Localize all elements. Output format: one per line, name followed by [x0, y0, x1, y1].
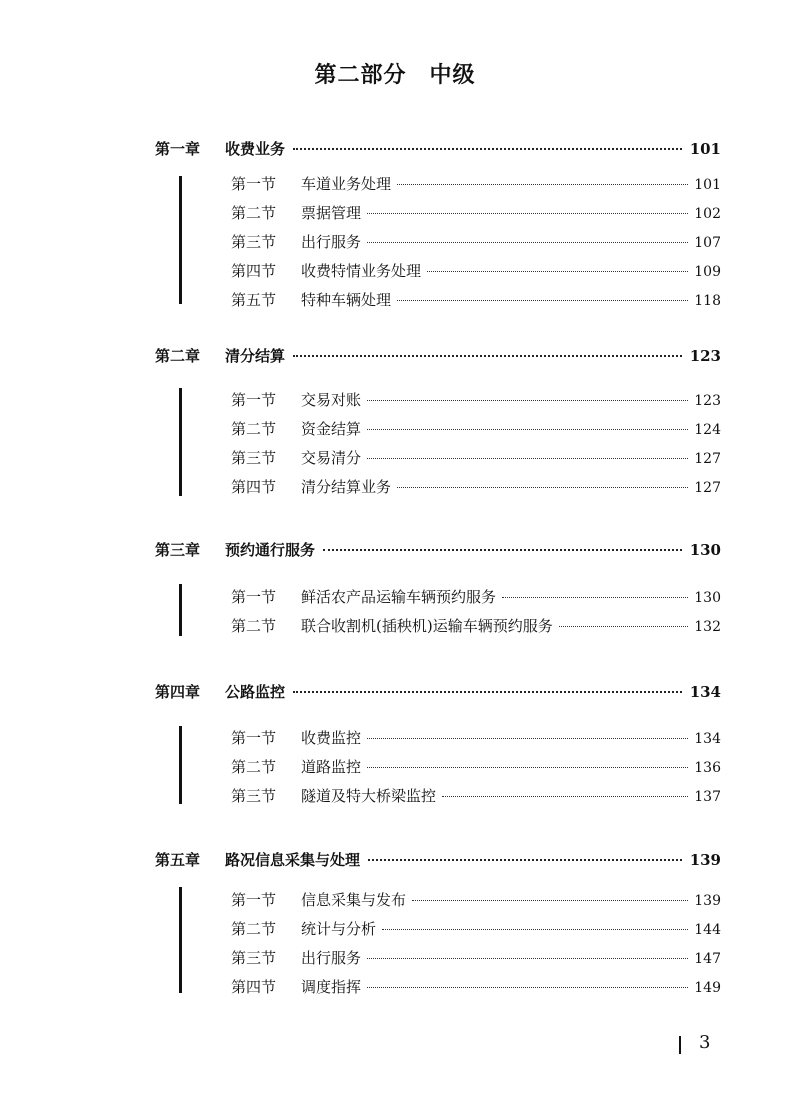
section-number: 第三节	[231, 949, 277, 967]
dot-leader	[397, 487, 688, 488]
toc-section[interactable]	[231, 260, 721, 282]
section-title: 出行服务	[301, 233, 362, 251]
dot-leader	[367, 400, 688, 401]
toc-section[interactable]	[231, 418, 721, 440]
toc-section[interactable]	[231, 756, 721, 778]
section-title: 票据管理	[301, 204, 362, 222]
section-title: 收费特情业务处理	[301, 262, 422, 280]
toc-chapter-4[interactable]	[155, 681, 721, 703]
toc-section[interactable]	[231, 289, 721, 311]
toc-section[interactable]	[231, 889, 721, 911]
section-number: 第五节	[231, 291, 277, 309]
chapter-page: 101	[689, 140, 721, 158]
toc-section[interactable]	[231, 615, 721, 637]
section-page: 144	[694, 922, 721, 938]
section-title: 信息采集与发布	[301, 891, 407, 909]
chapter-title: 清分结算	[225, 347, 286, 365]
toc-section[interactable]	[231, 785, 721, 807]
section-number: 第一节	[231, 729, 277, 747]
section-title: 清分结算业务	[301, 478, 392, 496]
section-number: 第二节	[231, 617, 277, 635]
toc-section[interactable]	[231, 947, 721, 969]
section-title: 收费监控	[301, 729, 362, 747]
folio-rule	[679, 1036, 681, 1054]
toc-section[interactable]	[231, 476, 721, 498]
dot-leader	[427, 271, 688, 272]
section-page: 123	[694, 393, 721, 409]
toc-section[interactable]	[231, 586, 721, 608]
chapter-number: 第三章	[155, 541, 201, 559]
section-page: 124	[694, 422, 721, 438]
section-title: 特种车辆处理	[301, 291, 392, 309]
section-page: 132	[694, 619, 721, 635]
toc-section[interactable]	[231, 727, 721, 749]
dot-leader	[397, 300, 688, 301]
dot-leader	[367, 242, 688, 243]
toc-section[interactable]	[231, 389, 721, 411]
section-page: 127	[694, 480, 721, 496]
section-page: 102	[694, 206, 721, 222]
toc-chapter-5[interactable]	[155, 849, 721, 871]
chapter-number: 第一章	[155, 140, 201, 158]
chapter-title: 预约通行服务	[225, 541, 316, 559]
section-title: 车道业务处理	[301, 175, 392, 193]
section-page: 107	[694, 235, 721, 251]
chapter-title: 收费业务	[225, 140, 286, 158]
dot-leader	[367, 738, 688, 739]
chapter-page: 123	[689, 347, 721, 365]
section-page: 137	[694, 789, 721, 805]
dot-leader	[293, 148, 682, 150]
section-page: 147	[694, 951, 721, 967]
section-bracket	[179, 726, 182, 804]
dot-leader	[397, 184, 688, 185]
section-number: 第二节	[231, 758, 277, 776]
dot-leader	[502, 597, 688, 598]
part-title: 第二部分 中级	[314, 63, 476, 88]
section-number: 第一节	[231, 175, 277, 193]
section-number: 第一节	[231, 588, 277, 606]
toc-chapter-2[interactable]	[155, 345, 721, 367]
dot-leader	[412, 900, 688, 901]
section-page: 149	[694, 980, 721, 996]
section-number: 第三节	[231, 787, 277, 805]
dot-leader	[367, 987, 688, 988]
section-title: 出行服务	[301, 949, 362, 967]
section-title: 交易清分	[301, 449, 362, 467]
section-bracket	[179, 887, 182, 993]
dot-leader	[368, 859, 682, 861]
section-bracket	[179, 388, 182, 496]
page-number: 3	[699, 1032, 711, 1053]
section-title: 统计与分析	[301, 920, 377, 938]
section-page: 118	[694, 293, 721, 309]
dot-leader	[367, 958, 688, 959]
section-number: 第一节	[231, 891, 277, 909]
section-title: 鲜活农产品运输车辆预约服务	[301, 588, 497, 606]
toc-section[interactable]	[231, 202, 721, 224]
chapter-number: 第四章	[155, 683, 201, 701]
section-number: 第二节	[231, 920, 277, 938]
toc-section[interactable]	[231, 447, 721, 469]
dot-leader	[293, 355, 682, 357]
section-page: 101	[694, 177, 721, 193]
toc-section[interactable]	[231, 173, 721, 195]
section-number: 第四节	[231, 478, 277, 496]
section-number: 第四节	[231, 262, 277, 280]
section-page: 109	[694, 264, 721, 280]
section-bracket	[179, 176, 182, 304]
chapter-page: 130	[689, 541, 721, 559]
section-number: 第三节	[231, 233, 277, 251]
toc-chapter-3[interactable]	[155, 539, 721, 561]
section-page: 134	[694, 731, 721, 747]
toc-chapter-1[interactable]	[155, 138, 721, 160]
toc-section[interactable]	[231, 918, 721, 940]
section-number: 第四节	[231, 978, 277, 996]
section-title: 资金结算	[301, 420, 362, 438]
section-bracket	[179, 584, 182, 636]
section-number: 第二节	[231, 420, 277, 438]
section-page: 139	[694, 893, 721, 909]
section-page: 136	[694, 760, 721, 776]
toc-section[interactable]	[231, 231, 721, 253]
chapter-number: 第二章	[155, 347, 201, 365]
dot-leader	[367, 429, 688, 430]
dot-leader	[293, 691, 682, 693]
dot-leader	[382, 929, 688, 930]
section-title: 交易对账	[301, 391, 362, 409]
chapter-page: 134	[689, 683, 721, 701]
chapter-title: 路况信息采集与处理	[225, 851, 361, 869]
section-number: 第一节	[231, 391, 277, 409]
chapter-title: 公路监控	[225, 683, 286, 701]
dot-leader	[442, 796, 688, 797]
section-title: 调度指挥	[301, 978, 362, 996]
chapter-page: 139	[689, 851, 721, 869]
section-page: 130	[694, 590, 721, 606]
dot-leader	[323, 549, 682, 551]
dot-leader	[367, 458, 688, 459]
section-number: 第二节	[231, 204, 277, 222]
section-number: 第三节	[231, 449, 277, 467]
section-title: 联合收割机(插秧机)运输车辆预约服务	[301, 617, 553, 635]
chapter-number: 第五章	[155, 851, 201, 869]
section-title: 隧道及特大桥梁监控	[301, 787, 437, 805]
dot-leader	[367, 213, 688, 214]
dot-leader	[559, 626, 689, 627]
section-page: 127	[694, 451, 721, 467]
section-title: 道路监控	[301, 758, 362, 776]
dot-leader	[367, 767, 688, 768]
toc-section[interactable]	[231, 976, 721, 998]
